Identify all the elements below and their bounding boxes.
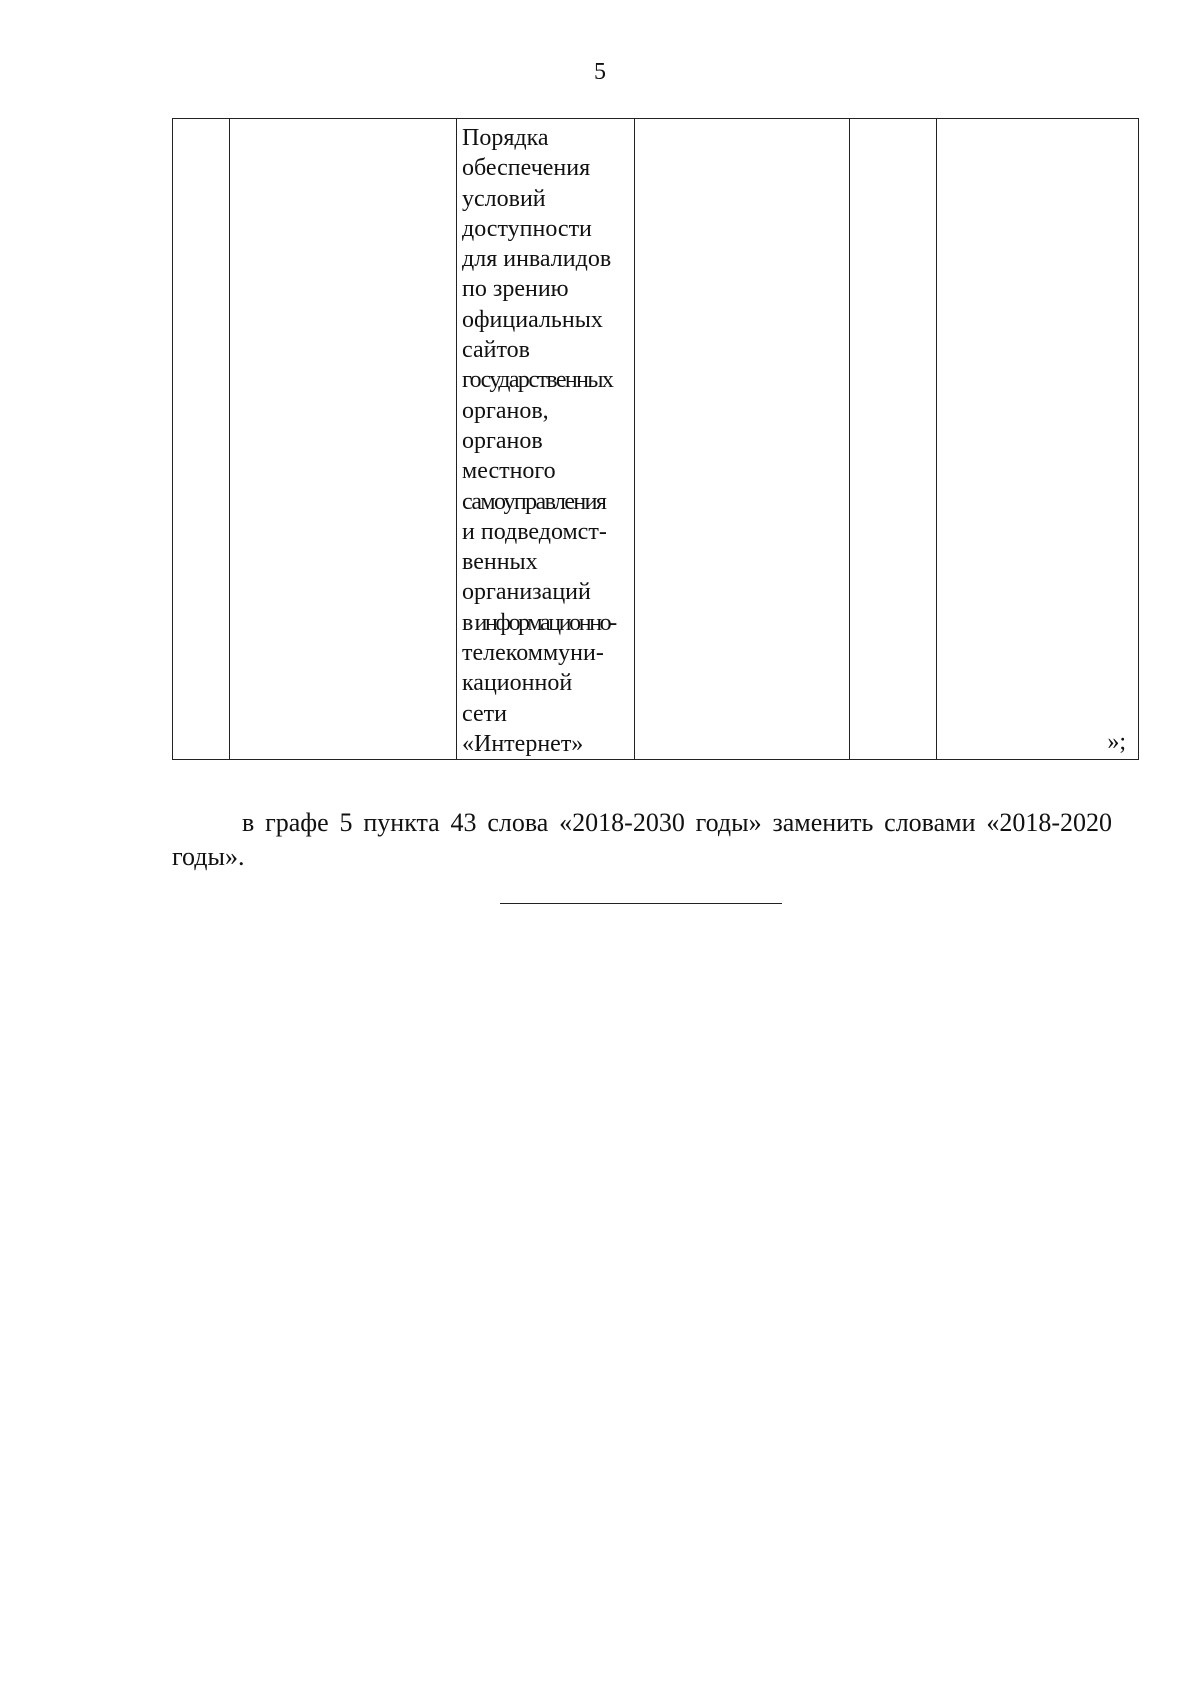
table-cell-5 — [850, 119, 937, 760]
cell-text-line: для инвалидов — [462, 246, 612, 273]
cell-text-line: телекоммуни- — [462, 640, 604, 667]
cell-text-line: и подведомст- — [462, 518, 607, 545]
cell-text-line: «Интернет» — [462, 730, 584, 757]
table-cell-4 — [635, 119, 850, 760]
cell-text-line: органов — [462, 427, 543, 454]
cell-text-line: в информационно- — [462, 609, 615, 636]
cell-text-line: доступности — [462, 215, 592, 242]
cell-text-line: организаций — [462, 579, 591, 606]
table-cell-3 — [457, 119, 635, 760]
amendment-table — [172, 118, 1139, 760]
table-cell-2 — [230, 119, 457, 760]
table-cell-1 — [173, 119, 230, 760]
page-number: 5 — [594, 59, 606, 85]
cell-text-line: условий — [462, 185, 546, 212]
cell-text-line: органов, — [462, 397, 549, 424]
closing-quote-mark: »; — [1107, 729, 1126, 756]
end-separator-line — [500, 903, 782, 904]
cell-text-line: государственных — [462, 367, 613, 394]
cell-text-line: сети — [462, 700, 507, 727]
cell-text-line: кационной — [462, 670, 573, 697]
cell-text-line: Порядка — [462, 125, 549, 151]
cell-text-line: самоуправления — [462, 488, 606, 515]
table-row — [173, 119, 1139, 760]
amendment-paragraph: в графе 5 пункта 43 слова «2018-2030 годы» заменить словами «2018-2020 годы». — [172, 808, 1112, 871]
cell-text-line: обеспечения — [462, 155, 591, 182]
cell-text-line: венных — [462, 549, 538, 576]
cell-text-line: официальных — [462, 306, 603, 333]
table-cell-6 — [937, 119, 1139, 760]
cell-text-line: местного — [462, 458, 556, 485]
cell-text-line: сайтов — [462, 337, 530, 364]
cell-text-line: по зрению — [462, 276, 569, 303]
